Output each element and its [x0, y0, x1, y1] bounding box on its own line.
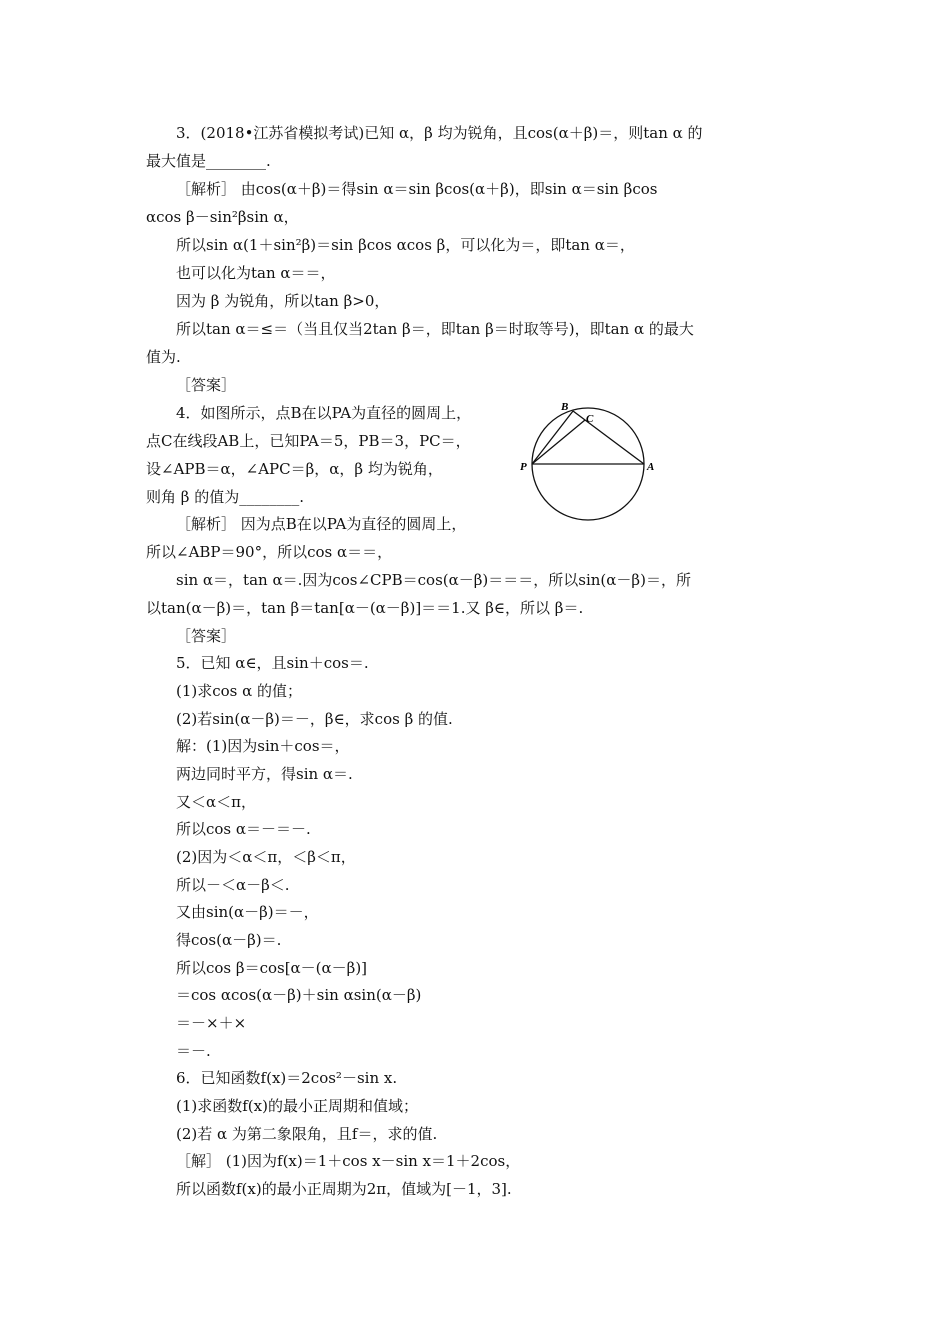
text-line: ［答案］ [176, 376, 237, 394]
text-line: (1)求函数f(x)的最小正周期和值域； [176, 1097, 418, 1115]
text-line: (2)若sin(α－β)＝－，β∈，求cos β 的值. [176, 710, 453, 728]
text-line: 值为. [146, 348, 181, 366]
text-line: 最大值是________. [146, 152, 271, 170]
text-line: 6．已知函数f(x)＝2cos²－sin x. [176, 1069, 398, 1087]
text-line: 所以cos β＝cos[α－(α－β)] [176, 959, 368, 977]
text-line: (2)若 α 为第二象限角，且f＝，求的值. [176, 1125, 438, 1143]
text-line: sin α＝，tan α＝.因为cos∠CPB＝cos(α－β)＝＝＝，所以sin(α－β)＝，所 [176, 571, 691, 589]
text-line: 所以∠ABP＝90°，所以cos α＝＝， [146, 543, 393, 561]
text-line: 所以sin α(1＋sin²β)＝sin βcos αcos β，可以化为＝，即tan α＝， [176, 236, 635, 254]
text-line: 又＜α＜π， [176, 793, 256, 811]
text-line: ＝－×＋× [176, 1014, 247, 1032]
text-line: 所以函数f(x)的最小正周期为2π，值域为[－1，3]. [176, 1180, 512, 1198]
text-line: 5．已知 α∈，且sin＋cos＝. [176, 654, 369, 672]
text-line: 解：(1)因为sin＋cos＝， [176, 737, 350, 755]
text-line: 则角 β 的值为________. [146, 488, 304, 506]
label-c: C [586, 413, 594, 425]
text-line: ［解］ (1)因为f(x)＝1＋cos x－sin x＝1＋2cos， [176, 1152, 521, 1170]
text-line: 以tan(α－β)＝，tan β＝tan[α－(α－β)]＝＝1.又 β∈，所以 β＝. [146, 599, 584, 617]
text-line: 两边同时平方，得sin α＝. [176, 765, 353, 783]
text-line: 所以－＜α－β＜. [176, 876, 290, 894]
text-line: ［答案］ [176, 627, 237, 645]
label-b: B [561, 401, 569, 413]
text-line: 得cos(α－β)＝. [176, 931, 282, 949]
text-line: 因为 β 为锐角，所以tan β>0， [176, 292, 390, 310]
segment-ba [573, 411, 644, 464]
text-line: ＝－. [176, 1042, 211, 1060]
text-line: 所以tan α＝≤＝（当且仅当2tan β＝，即tan β＝时取等号)，即tan α 的最大 [176, 320, 694, 338]
text-line: 所以cos α＝－＝－. [176, 820, 311, 838]
label-a: A [647, 461, 655, 473]
text-line: (2)因为＜α＜π，＜β＜π， [176, 848, 356, 866]
text-line: 也可以化为tan α＝＝， [176, 264, 336, 282]
text-line: ［解析］ 由cos(α＋β)＝得sin α＝sin βcos(α＋β)，即sin α＝sin βcos [176, 180, 658, 198]
text-line: 点C在线段AB上，已知PA＝5，PB＝3，PC＝， [146, 432, 471, 450]
text-line: 4．如图所示，点B在以PA为直径的圆周上， [176, 404, 472, 422]
text-line: (1)求cos α 的值； [176, 682, 303, 700]
text-line: ＝cos αcos(α－β)＋sin αsin(α－β) [176, 986, 422, 1004]
text-line: 设∠APB＝α，∠APC＝β，α，β 均为锐角， [146, 460, 443, 478]
circle-diagram [516, 398, 660, 524]
segment-pc [532, 420, 585, 464]
label-p: P [520, 461, 527, 473]
text-line: 又由sin(α－β)＝－， [176, 903, 319, 921]
text-line: 3．(2018•江苏省模拟考试)已知 α，β 均为锐角，且cos(α＋β)＝，则tan α 的 [176, 124, 703, 142]
text-line: ［解析］ 因为点B在以PA为直径的圆周上， [176, 515, 467, 533]
text-line: αcos β－sin²βsin α， [146, 208, 299, 226]
